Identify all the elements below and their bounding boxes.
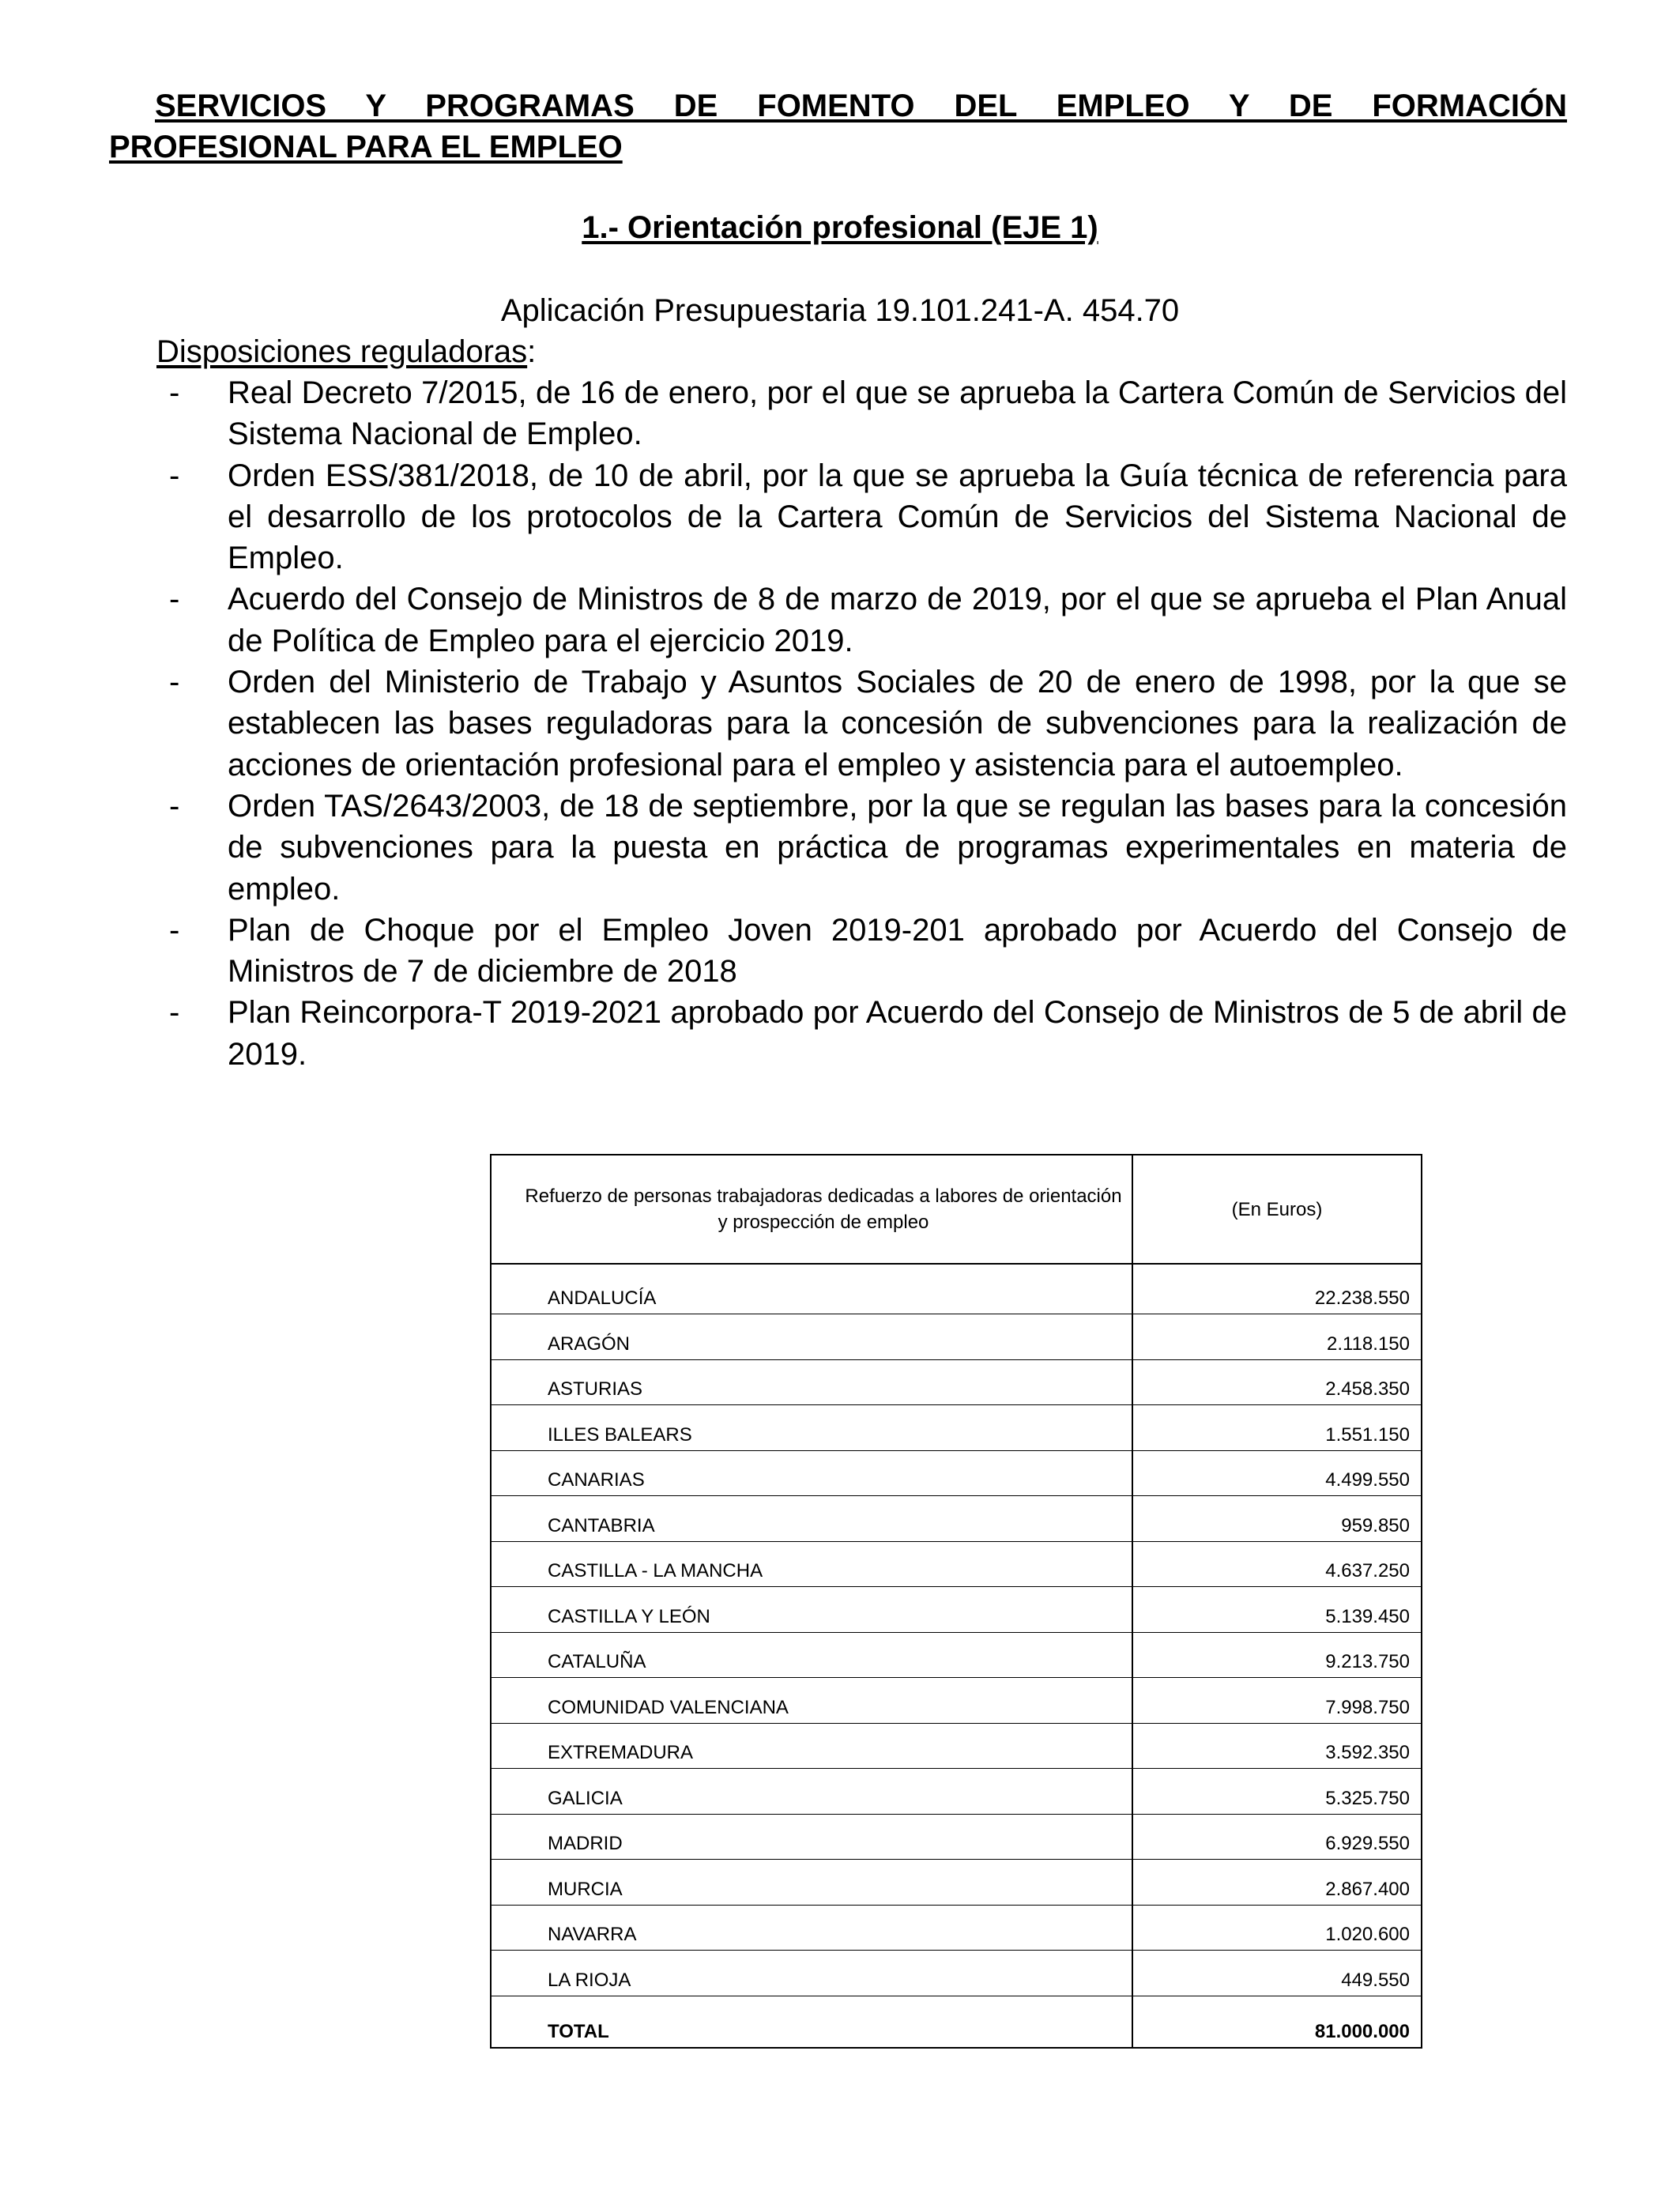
table-row <box>491 1723 1422 1769</box>
table-row <box>491 1632 1422 1678</box>
table-row <box>491 1450 1422 1496</box>
budget-application: Aplicación Presupuestaria 19.101.241-A. 454.70 <box>500 293 1180 328</box>
table-row <box>491 1359 1422 1405</box>
disposition-item <box>156 579 1567 662</box>
document-title-line-1: SERVICIOS Y PROGRAMAS DE FOMENTO DEL EMPLEO Y DE FORMACIÓN <box>155 89 1567 123</box>
list-bullet: - <box>169 375 180 410</box>
region-cell: ASTURIAS <box>491 1359 1132 1405</box>
dispositions-heading-label: Disposiciones reguladoras <box>156 334 528 369</box>
table-row <box>491 1541 1422 1587</box>
region-cell: NAVARRA <box>491 1905 1132 1951</box>
disposition-item <box>156 786 1567 910</box>
disposition-item <box>156 992 1567 1075</box>
region-cell: LA RIOJA <box>491 1951 1132 1996</box>
table-row <box>491 1860 1422 1906</box>
region-cell: CATALUÑA <box>491 1632 1132 1678</box>
disposition-text: Orden TAS/2643/2003, de 18 de septiembre, por la que se regulan las bases para la concesión de subvenciones para la puesta en práctica de programas experimentales en materia de empleo. <box>228 788 1567 907</box>
amount-cell: 4.499.550 <box>1132 1450 1422 1496</box>
table-header-row <box>491 1155 1422 1264</box>
list-bullet: - <box>169 788 180 824</box>
list-bullet: - <box>169 995 180 1031</box>
list-bullet: - <box>169 458 180 493</box>
disposition-text: Plan Reincorpora-T 2019-2021 aprobado por Acuerdo del Consejo de Ministros de 5 de abril de 2019. <box>228 995 1567 1072</box>
region-cell: CASTILLA - LA MANCHA <box>491 1541 1132 1587</box>
section-heading: 1.- Orientación profesional (EJE 1) <box>582 210 1098 245</box>
region-cell: ILLES BALEARS <box>491 1405 1132 1451</box>
region-cell: ANDALUCÍA <box>491 1264 1132 1314</box>
amount-cell: 5.325.750 <box>1132 1769 1422 1815</box>
amount-cell: 959.850 <box>1132 1496 1422 1542</box>
disposition-item <box>156 910 1567 993</box>
region-cell: COMUNIDAD VALENCIANA <box>491 1678 1132 1724</box>
amount-cell: 6.929.550 <box>1132 1814 1422 1860</box>
document-title <box>109 85 1567 168</box>
table-row <box>491 1264 1422 1314</box>
dispositions-heading <box>156 331 536 372</box>
region-cell: MURCIA <box>491 1860 1132 1906</box>
document-title-line-2: PROFESIONAL PARA EL EMPLEO <box>109 130 623 164</box>
table-row <box>491 1587 1422 1633</box>
disposition-text: Orden ESS/381/2018, de 10 de abril, por la que se aprueba la Guía técnica de referencia para el desarrollo de los protocolos de la Cartera Común de Servicios del Sistema Nacional de Empleo. <box>228 458 1567 576</box>
amount-cell: 5.139.450 <box>1132 1587 1422 1633</box>
region-cell: MADRID <box>491 1814 1132 1860</box>
table-row <box>491 1814 1422 1860</box>
disposition-text: Plan de Choque por el Empleo Joven 2019-201 aprobado por Acuerdo del Consejo de Ministros de 7 de diciembre de 2018 <box>228 912 1567 990</box>
amount-cell: 7.998.750 <box>1132 1678 1422 1724</box>
table-row <box>491 1405 1422 1451</box>
table-header-amount: (En Euros) <box>1132 1155 1422 1264</box>
amount-cell: 449.550 <box>1132 1951 1422 1996</box>
table-row <box>491 1496 1422 1542</box>
table-header-concept: Refuerzo de personas trabajadoras dedicadas a labores de orientación y prospección de empleo <box>491 1155 1132 1264</box>
table-row <box>491 1951 1422 1996</box>
disposition-item <box>156 662 1567 786</box>
list-bullet: - <box>169 665 180 700</box>
amount-cell: 2.867.400 <box>1132 1860 1422 1906</box>
amount-cell: 2.118.150 <box>1132 1314 1422 1360</box>
disposition-text: Acuerdo del Consejo de Ministros de 8 de marzo de 2019, por el que se aprueba el Plan Anual de Política de Empleo para el ejercicio 2019. <box>228 582 1567 658</box>
table-row <box>491 1769 1422 1815</box>
region-cell: ARAGÓN <box>491 1314 1132 1360</box>
budget-table <box>490 1154 1422 2049</box>
region-cell: CANARIAS <box>491 1450 1132 1496</box>
region-cell: CASTILLA Y LEÓN <box>491 1587 1132 1633</box>
amount-cell: 9.213.750 <box>1132 1632 1422 1678</box>
disposition-item <box>156 372 1567 455</box>
amount-cell: 22.238.550 <box>1132 1264 1422 1314</box>
region-cell: GALICIA <box>491 1769 1132 1815</box>
disposition-text: Real Decreto 7/2015, de 16 de enero, por el que se aprueba la Cartera Común de Servicios del Sistema Nacional de Empleo. <box>228 375 1567 452</box>
table-row <box>491 1905 1422 1951</box>
amount-cell: 2.458.350 <box>1132 1359 1422 1405</box>
dispositions-list <box>156 372 1567 1075</box>
amount-cell: 1.020.600 <box>1132 1905 1422 1951</box>
table-total-row <box>491 1996 1422 2048</box>
list-bullet: - <box>169 912 180 948</box>
disposition-item <box>156 455 1567 579</box>
amount-cell: 1.551.150 <box>1132 1405 1422 1451</box>
region-cell: CANTABRIA <box>491 1496 1132 1542</box>
total-amount: 81.000.000 <box>1132 1996 1422 2048</box>
dispositions-heading-colon: : <box>527 334 537 369</box>
amount-cell: 3.592.350 <box>1132 1723 1422 1769</box>
disposition-text: Orden del Ministerio de Trabajo y Asuntos Sociales de 20 de enero de 1998, por la que se establecen las bases reguladoras para la concesión de subvenciones para la realización de acciones de orientación profesional para el empleo y asistencia para el autoempleo. <box>228 665 1567 782</box>
table-row <box>491 1678 1422 1724</box>
list-bullet: - <box>169 582 180 617</box>
total-label: TOTAL <box>491 1996 1132 2048</box>
table-row <box>491 1314 1422 1360</box>
amount-cell: 4.637.250 <box>1132 1541 1422 1587</box>
region-cell: EXTREMADURA <box>491 1723 1132 1769</box>
